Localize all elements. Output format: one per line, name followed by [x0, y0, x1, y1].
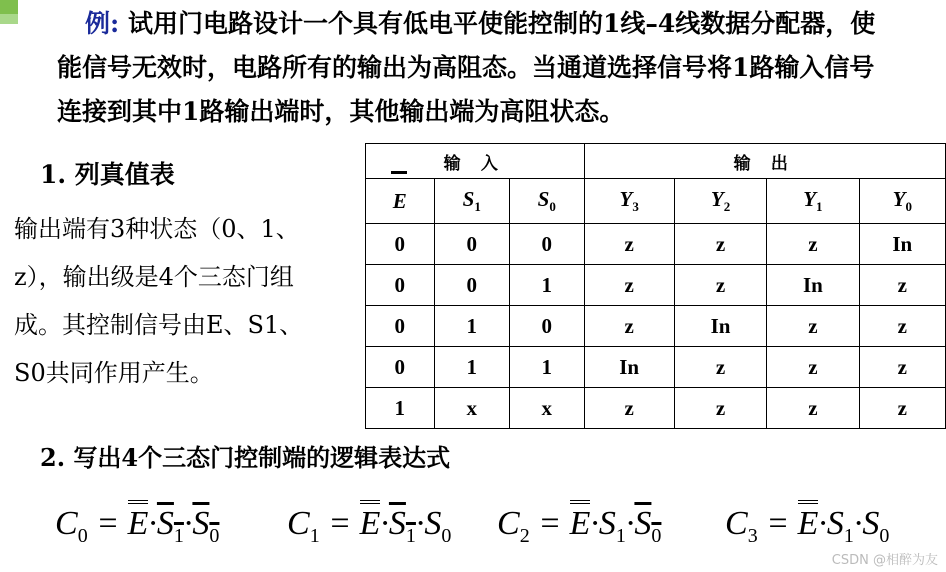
step2-heading: 2. 写出4个三态门控制端的逻辑表达式 — [40, 443, 451, 472]
table-row: 0 0 1 z z In z — [366, 265, 946, 306]
watermark: CSDN @相醉为友 — [831, 553, 938, 568]
equation-c2: $C_2 = E\cdot S_1\cdot S_0$ — [497, 505, 661, 548]
paragraph-line-2: 能信号无效时，电路所有的输出为高阻态。当通道选择信号将1路输入信号 — [57, 53, 875, 82]
paragraph-line-1: 试用门电路设计一个具有低电平使能控制的1线–4线数据分配器，使 — [127, 9, 876, 38]
truth-table — [365, 143, 946, 429]
desc-line-2: z），输出级是4个三态门组 — [14, 263, 294, 291]
problem-paragraph — [57, 2, 937, 134]
col-s1: $S_1$ — [434, 179, 509, 224]
table-row: 0 0 0 z z z In — [366, 224, 946, 265]
decor-bar — [0, 0, 18, 14]
table-row: 0 1 1 In z z z — [366, 347, 946, 388]
col-y2: $Y_2$ — [674, 179, 766, 224]
col-s0: $S_0$ — [510, 179, 585, 224]
equation-c3: $C_3 = E\cdot S_1\cdot S_0$ — [725, 505, 889, 548]
desc-line-1: 输出端有3种状态（0、1、 — [14, 215, 300, 243]
desc-line-4: S0共同作用产生。 — [14, 359, 214, 387]
output-header: 输 出 — [584, 144, 946, 179]
equation-c0: $C_0 = E\cdot S_1\cdot S_0$ — [55, 505, 219, 548]
col-y1: $Y_1$ — [767, 179, 859, 224]
table-row: 1 x x z z z z — [366, 388, 946, 429]
col-y3: $Y_3$ — [584, 179, 674, 224]
paragraph-line-3: 连接到其中1路输出端时，其他输出端为高阻状态。 — [57, 97, 625, 126]
input-header: 输 入 — [366, 144, 585, 179]
example-label: 例: — [85, 9, 120, 38]
col-e: E — [366, 179, 435, 224]
decor-bar-lower — [0, 14, 18, 24]
e-overbar — [391, 171, 407, 174]
table-row: 0 1 0 z In z z — [366, 306, 946, 347]
column-header-row — [366, 179, 946, 224]
step1-heading: 1. 列真值表 — [40, 160, 175, 189]
step1-description — [14, 205, 349, 397]
equation-c1: $C_1 = E\cdot S_1\cdot S_0$ — [287, 505, 451, 548]
col-y0: $Y_0$ — [859, 179, 945, 224]
desc-line-3: 成。其控制信号由E、S1、 — [14, 311, 304, 339]
